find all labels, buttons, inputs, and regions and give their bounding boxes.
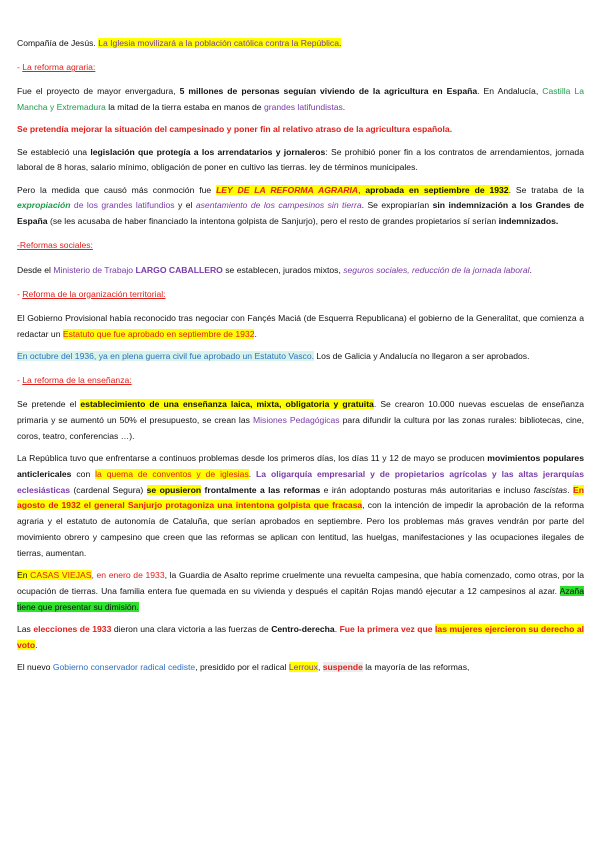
- paragraph-ministerio: Desde el Ministerio de Trabajo LARGO CABALLERO se establecen, jurados mixtos, seguros sociales, reducción de la jornada laboral.: [17, 264, 532, 275]
- document-page: [17, 36, 584, 682]
- paragraph-legislacion: Se estableció una legislación que protegía a los arrendatarios y jornaleros: Se prohibió poner fin a los contratos de arrendamientos, jornada laboral de 8 horas, salario mínimo, obligación de poner en cultivo las tierras. ley de términos municipales.: [17, 146, 584, 173]
- heading-reforma-ensenanza: - La reforma de la enseñanza:: [17, 375, 132, 386]
- paragraph-casas-viejas: En CASAS VIEJAS, en enero de 1933, la Guardia de Asalto reprime cruelmente una revuelta campesina, que había comenzado, como otras, por la ocupación de tierras. Una familia entera fue quemada en su vivienda y después el capitán Rojas mandó ejecutar a 12 campesinos al azar. Azaña tiene que presentar su dimisión.: [17, 569, 584, 612]
- paragraph-pretendia: Se pretendía mejorar la situación del campesinado y poner fin al relativo atraso de la agricultura española.: [17, 124, 453, 135]
- paragraph-ensenanza-laica: Se pretende el establecimiento de una enseñanza laica, mixta, obligatoria y gratuita. Se crearon 10.000 nuevas escuelas de enseñanza primaria y se aumentó un 50% el presupuesto, se crean las Misiones Pedagógicas para difundir la cultura por las zonas rurales: bibliotecas, cine, coros, teatro, conferencias …).: [17, 399, 585, 441]
- heading-organizacion-territorial: - Reforma de la organización territorial:: [17, 288, 166, 299]
- heading-reforma-agraria: - La reforma agraria:: [17, 62, 96, 73]
- paragraph-compania: Compañía de Jesús. La Iglesia movilizará a la población católica contra la República.: [17, 38, 342, 48]
- paragraph-gobierno-provisional: El Gobierno Provisional había reconocido tras negociar con Fançés Maciá (de Esquerra Republicana) el gobierno de la Generalitat, que comienza a redactar un Estatuto que fue aprobado en septiembre de 1932.: [17, 312, 584, 339]
- heading-reformas-sociales: -Reformas sociales:: [17, 240, 93, 251]
- paragraph-ley-reforma: Pero la medida que causó más conmoción fue LEY DE LA REFORMA AGRARIA, aprobada en septiembre de 1932. Se trataba de la expropiación de los grandes latifundios y el asentamiento de los campesinos sin tierra. Se expropiarían sin indemnización a los Grandes de España (se les acusaba de haber financiado la intentona golpista de Sanjurjo), pero el resto de grandes propietarios sí serían indemnizados.: [17, 184, 585, 227]
- paragraph-problemas-republica: La República tuvo que enfrentarse a continuos problemas desde los primeros días, los días 11 y 12 de mayo se producen movimientos populares anticlericales con la quema de conventos y de iglesias. La oligarquía empresarial y de propietarios agrícolas y las altas jerarquías eclesiásticas (cardenal Segura) se opusieron frontalmente a las reformas e irán adoptando posturas más autoritarias e incluso fascistas. En agosto de 1932 el general Sanjurjo protagoniza una intentona golpista que fracasa, con la intención de impedir la aprobación de la reforma agraria y el estatuto de autonomía de Cataluña, que serían aprobados en septiembre. Pero los problemas más graves vendrán por parte del movimiento obrero y campesino que creen que las reformas se aplican con lentitud, las huelgas, manifestaciones y las ocupaciones ilegales de tierras, aumentan.: [17, 453, 585, 558]
- paragraph-gobierno-conservador: El nuevo Gobierno conservador radical cediste, presidido por el radical Lerroux, suspende la mayoría de las reformas,: [17, 661, 470, 672]
- paragraph-proyecto: Fue el proyecto de mayor envergadura, 5 millones de personas seguían viviendo de la agricultura en España. En Andalucía, Castilla La Mancha y Extremadura la mitad de la tierra estaba en manos de grandes latifundistas.: [17, 86, 584, 113]
- paragraph-estatuto-vasco: En octubre del 1936, ya en plena guerra civil fue aprobado un Estatuto Vasco. Los de Galicia y Andalucía no llegaron a ser aprobados.: [17, 350, 530, 361]
- paragraph-elecciones-1933: Las elecciones de 1933 dieron una clara victoria a las fuerzas de Centro-derecha. Fue la primera vez que las mujeres ejercieron su derecho al voto.: [17, 623, 584, 650]
